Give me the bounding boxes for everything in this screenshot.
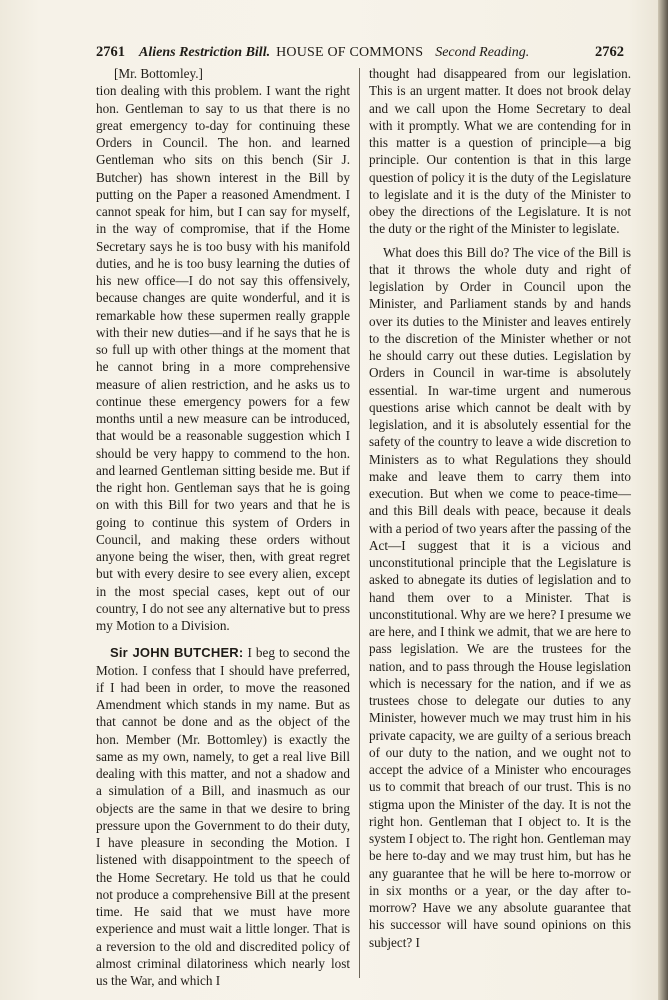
left-column [96,65,350,989]
running-title-house: HOUSE OF COMMONS [276,45,424,60]
page-number-right: 2762 [595,44,624,60]
page-header [96,44,624,66]
column-divider [359,68,360,978]
running-title-reading: Second Reading. [435,45,530,60]
speaker-name: Sir JOHN BUTCHER: [110,645,244,661]
page-number-left: 2761 [96,44,125,60]
page-edge-shadow [658,0,668,1000]
running-title-bill: Aliens Restriction Bill. [139,45,271,60]
butcher-bill-paragraph: What does this Bill do? The vice of the Bill is that it throws the whole duty and right of legislation by Order in Council upon the Minister, and Parliament stands by and hands over its duties to the Minister and leaves entirely to the discretion of the Minister whether or not he should carry out these duties. Legislation by Orders in Council in war-time is absolutely essential. In war-time urgent and numerous questions arise which cannot be dealt with by legislation, and it is absolutely essential for the safety of the country to leave a wide discretion to Ministers as to what Regulations they should make and leave them to carry them into execution. But when we come to peace-time—and this Bill deals with peace, because it deals with a period of two years after the passing of the Act—I suggest that it is a vicious and unconstitutional principle that the Legislature is asked to abnegate its duties of legislation and to hand them over to a Minister. That is unconstitutional. Why are we here? I presume we are here, and I think we admit, that we are here to pass legislation. We are the trustees for the nation, and to pass through the House legislation which is necessary for the nation, and if we as trustees chose to delegate our duties to any Minister, however much we may trust him in his private capacity, we are guilty of a serious breach of our duty to the nation, and we ought not to accept the advice of a Minister who encourages us to commit that breach of our trust. This is no stigma upon the Minister of the day. It is not the right hon. Gentleman that I object to. It is the system I object to. The right hon. Gentleman may be here to-day and we may trust him, but has he any guarantee that he will be here to-morrow or in six months or a year, or the day after to-morrow? Have we any absolute guarantee that his successor will have sound opinions on this subject? I [369,244,631,950]
bottomley-speech-paragraph: tion dealing with this problem. I want the right hon. Gentleman to say to us that there is no great emergency to-day for continuing these Orders in Council. The hon. and learned Gentleman who sits on this bench (Sir J. Butcher) has shown interest in the Bill by putting on the Paper a reasoned Amendment. I cannot speak for him, but I can say for myself, in the way of compromise, that if the Home Secretary says he is too busy with his manifold duties, and he is too busy learning the duties of his new office—I do not say this offensively, because changes are quite wonderful, and it is remarkable how these supermen really grapple with their new duties—and if he says that he is so full up with other things at the moment that he cannot bring in a more comprehensive measure of alien restriction, and he asks us to continue these emergency powers for a few months until a new measure can be introduced, that would be a reasonable suggestion which I should be very happy to commend to the hon. and learned Gentleman sitting beside me. But if the right hon. Gentleman says that he is going on with this Bill for two years and that he is going to continue this system of Orders in Council, and making these orders without anyone being the wiser, then, with great regret but with every desire to see every alien, except in the most special cases, kept out of our country, I do not see any alternative but to press my Motion to a Division. [96,83,350,633]
butcher-speech-text: I beg to second the Motion. I confess that I should have preferred, if I had been in order, to move the reasoned Amendment which stands in my name. But as that cannot be done and as the object of the hon. Member (Mr. Bottomley) is exactly the same as my own, namely, to get a real live Bill dealing with this matter, and not a shadow and a simulation of a Bill, and inasmuch as our objects are the same in that we desire to bring pressure upon the Government to do their duty, I have pleasure in seconding the Motion. I listened with disappointment to the speech of the Home Secretary. He told us that he could not produce a comprehensive Bill at the present time. He said that we must have more experience and must wait a little longer. That is a reversion to the old and discredited policy of almost criminal dilatoriness which nearly lost us the War, and which I [96,645,351,988]
butcher-continuation-paragraph: thought had disappeared from our legislation. This is an urgent matter. It does not brook delay and we call upon the Home Secretary to deal with it promptly. What we are contending for in this matter is a question of principle—a big principle. Our contention is that in this large question of policy it is the duty of the Legislature to legislate and it is the duty of the Minister to obey the directions of the Legislature. It is not the duty or the right of the Minister to legislate. [369,66,631,237]
butcher-speech-paragraph [96,644,350,989]
speaker-continuation-tag: [Mr. Bottomley.] [114,66,203,81]
right-column [369,65,631,951]
